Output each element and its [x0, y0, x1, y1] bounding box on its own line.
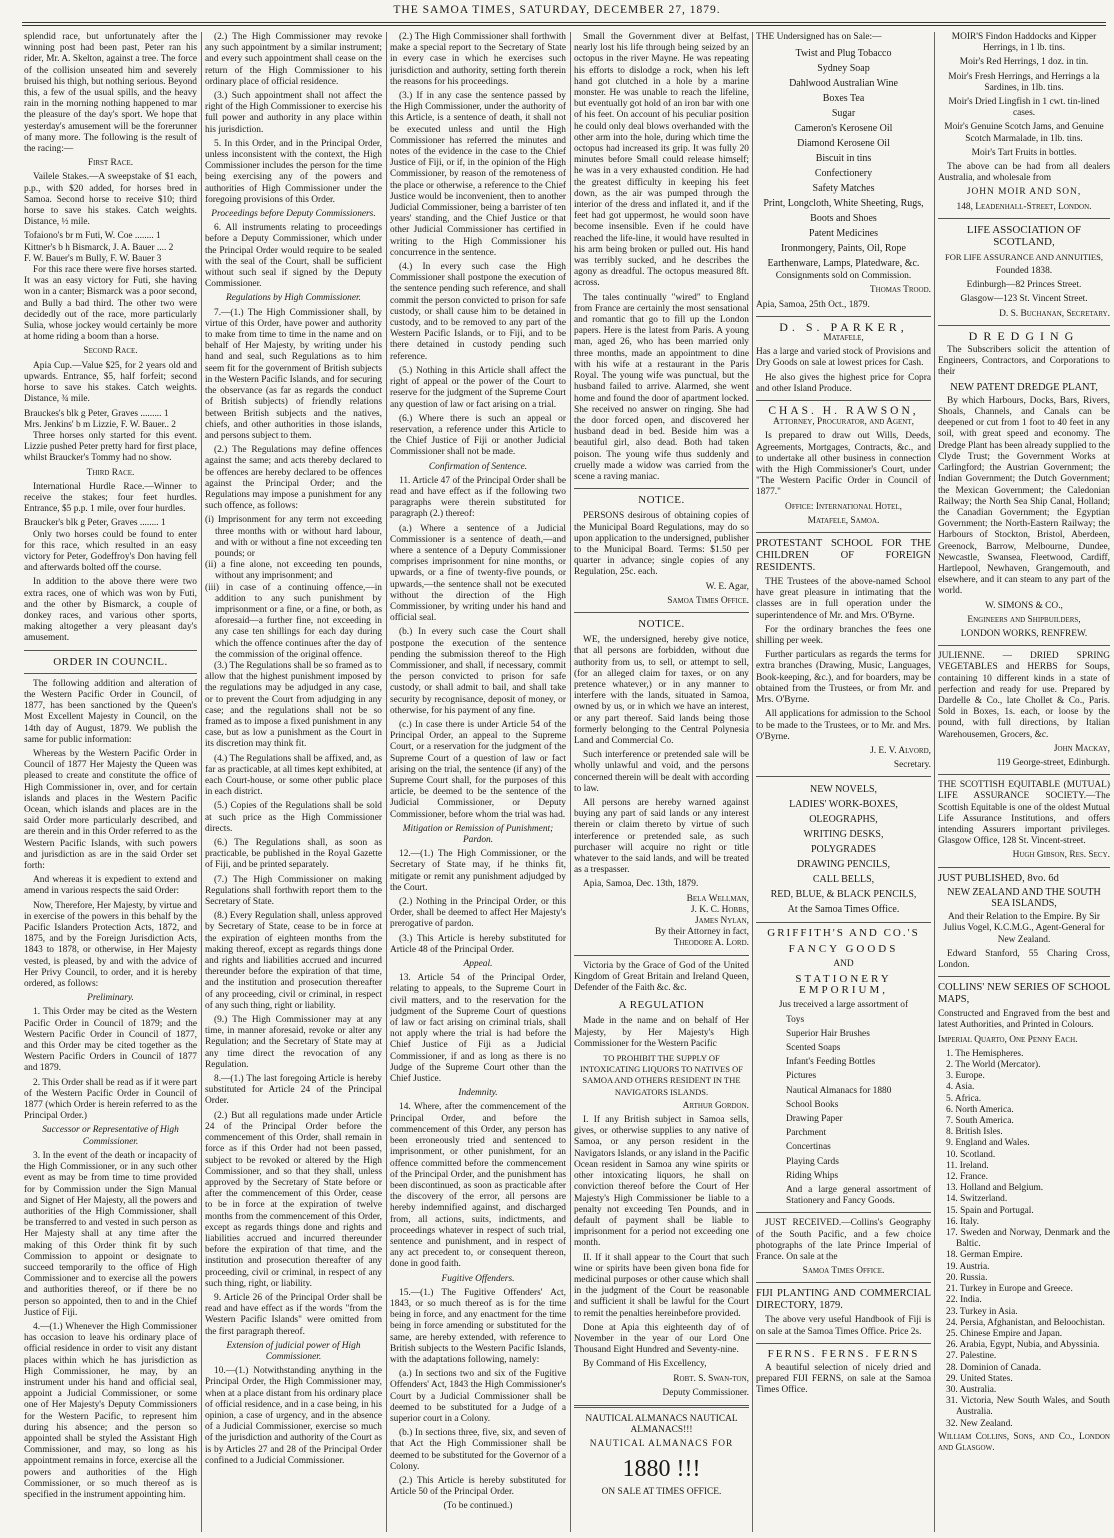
- novelty-item: RED, BLUE, & BLACK PENCILS,: [770, 889, 917, 901]
- trood-item: Biscuit in tins: [815, 153, 872, 165]
- paragraph: A beautiful selection of nicely dried and prepared FIJI FERNS, on sale at the Samoa Times Office.: [756, 1363, 931, 1396]
- trood-item: Earthenware, Lamps, Platedware, &c.: [767, 258, 920, 270]
- paragraph: International Hurdle Race.—Winner to receive the stakes; four feet hurdles. Entrance, $5 p.p. 1 mile, over four hurdles.: [24, 481, 197, 515]
- separator: [756, 1212, 931, 1213]
- ad-heading: FIJI PLANTING AND COMMERCIAL DIRECTORY, 1879.: [756, 1288, 931, 1312]
- race-result: Braucker's blk g Peter, Graves ........ 1: [24, 518, 166, 529]
- paragraph: THE SCOTTISH EQUITABLE (MUTUAL) LIFE ASSURANCE SOCIETY.—The Scottish Equitable is one of the oldest Mutual Life Assurance Institutions, and offers intending Assurers important privileges. Glasgow Office, 128 St. Vincent-street.: [938, 780, 1110, 847]
- paragraph: (6.) The Regulations shall, as soon as practicable, be published in the Royal Gazette of Fiji, and be printed separately.: [205, 838, 382, 871]
- paragraph: 10.—(1.) Notwithstanding anything in the Principal Order, the High Commissioner may, when at a place distant from his ordinary place of official residence, and in a case being, in his opinion, a case of urgency, and in the absence of a Judicial Commissioner, exercise so much of the jurisdiction and authority of the Court as is by Articles 27 and 28 of the Principal Order confined to a Judicial Commissioner.: [205, 1366, 382, 1466]
- paragraph: JUST RECEIVED.—Collins's Geography of the South Pacific, and a few choice photographs of the late Prince Imperial of France. On sale at the: [756, 1218, 931, 1262]
- subheading: Regulations by High Commissioner.: [226, 293, 361, 304]
- race-result: F. W. Bauer's m Bully, F. W. Bauer 3: [24, 253, 162, 264]
- paragraph: 1. This Order may be cited as the Western Pacific Order in Council of 1879; and the Western Pacific Order in Council of 1877, and this Order may be cited together as the Western Pacific Orders in Council of 1877 and 1879.: [24, 1007, 197, 1074]
- map-item: 23. Turkey in Asia.: [946, 1306, 1018, 1317]
- trood-item: Twist and Plug Tobacco: [795, 48, 892, 60]
- paragraph: Whereas by the Western Pacific Order in Council of 1877 Her Majesty the Queen was pleased to create and constitute the office of High Commissioner in, over, and for certain islands and places in the Western Pacific Ocean, which islands and places are in the said Order more particularly described, and are therein and in this Order referred to as the Western Pacific Islands, with such powers and jurisdiction as are in the said Order set forth:: [24, 748, 197, 872]
- paragraph: (3.) If in any case the sentence passed by the High Commissioner, under the authority of this Article, is a sentence of death, it shall not be executed unless and until the High Commissioner has referred the minutes and notes of the evidence in the case to the Chief Justice of Fiji, or if, in the opinion of the High Commissioner, by reason of the remoteness of the place or otherwise, a reference to the Chief Justice would be inconvenient, then to another Judicial Commissioner, being a barrister of ten years' standing, and the Chief Justice or that other Judicial Commissioner has certified in writing to the High Commissioner his concurrence in the sentence.: [390, 91, 566, 258]
- ad-heading: COLLINS' NEW SERIES OF SCHOOL MAPS,: [938, 982, 1110, 1006]
- signature: Secretary.: [893, 760, 931, 771]
- column-4: [574, 32, 749, 1532]
- trood-item: Sugar: [831, 108, 856, 120]
- paragraph: THE Trustees of the above-named School have great pleasure in intimating that the classes are in full operation under the superintendence of Mr. and Mrs. O'Byrne.: [756, 577, 931, 621]
- paragraph: (2.) The Regulations may define offences against the same; and acts thereby declared to be offences are hereby declared to be offences against the Principal Order; and the Regulations may impose a punishment for any such offence, as follows:: [205, 445, 382, 512]
- signature: Hugh Gibson, Res. Secy.: [1012, 850, 1110, 861]
- separator: [756, 776, 931, 777]
- paragraph: 2. This Order shall be read as if it were part of the Western Pacific Order in Council of 1877 (which Order is herein referred to as the Principal Order.): [24, 1077, 197, 1122]
- subheading: Second Race.: [83, 346, 138, 357]
- column-divider: [201, 32, 202, 1532]
- paragraph: (2.) But all regulations made under Article 24 of the Principal Order before the commencement of this Order, shall remain in force as if this Order had not been passed, subject to be revoked or altered by the High Commissioner, and so that they shall, unless approved by the Secretary of State before or after the commencement of this Order, cease to be in force at the expiration of twelve months from the commencement of this Order, except as regards things done and rights and liabilities accrued and incurred thereunder before the expiration of that time, and the institution and prosecution thereafter of any proceeding, civil or criminal, in respect of any such thing, right, or liability.: [205, 1110, 382, 1289]
- paragraph: (4.) In every such case the High Commissioner shall postpone the execution of the sentence pending such reference, and shall commit the person convicted to prison for safe custody, or shall cause him to be detained in custody, and to be removed to any part of the Western Pacific Islands, or to Fiji, and to be there detained in custody pending such reference.: [390, 262, 566, 362]
- ad-heading: STATIONERY EMPORIUM,: [795, 972, 892, 997]
- paragraph: (9.) The High Commissioner may at any time, in manner aforesaid, revoke or alter any Regulation; and the Secretary of State may at any time direct the revocation of any Regulation.: [205, 1015, 382, 1070]
- paragraph: By which Harbours, Docks, Bars, Rivers, Shoals, Channels, and Canals can be deepened or cut from 1 foot to 40 feet in any soil, with great speed and economy. The Dredge Plant has been already supplied to the Clyde Trust; the Government Works at Carlingford; the Austrian Government; the Indian Government; the Dutch Government; the Mexican Government; the Caledonian Railway; the North Sea Ship Canal, Holland; the Canadian Government; the Egyptian Government; the North-Eastern Railway; the Harbours of Stockton, Bristol, Aberdeen, Greenock, Barrow, Melbourne, Dundee, Newcastle, Swansea, Fleetwood, Cardiff, Hartlepool, Newhaven, Grangemouth, and elsewhere, and it can steam to any part of the world.: [938, 395, 1110, 597]
- griffith-item: School Books: [786, 1099, 839, 1110]
- novelty-item: DRAWING PENCILS,: [796, 859, 891, 871]
- subheading: Mitigation or Remission of Punishment; Pardon.: [402, 823, 554, 846]
- ad-line: Moir's Tart Fruits in bottles.: [971, 147, 1077, 158]
- paragraph: TO PROHIBIT THE SUPPLY OF INTOXICATING LIQUORS TO NATIVES OF SAMOA AND OTHERS RESIDENT IN THE NAVIGATORS ISLANDS.: [580, 1053, 743, 1097]
- paragraph: PERSONS desirous of obtaining copies of the Municipal Board Regulations, may do so upon application to the undersigned, publisher to the Municipal Board. Terms: $1.50 per quarter in advance; single copies of any Regulation, 25c. each.: [574, 511, 749, 578]
- map-item: 11. Ireland.: [946, 1160, 989, 1171]
- regulation-heading: A REGULATION: [618, 999, 705, 1012]
- paragraph: 15.—(1.) The Fugitive Offenders' Act, 1843, or so much thereof as is for the time being in force, and any enactment for the time being in force amending or substituted for the same, are hereby extended, with reference to British subjects to the Western Pacific Islands, with the adaptations following, namely:: [390, 1287, 566, 1365]
- paragraph: 4.—(1.) Whenever the High Commissioner has occasion to leave his ordinary place of official residence in order to visit any distant places within which he has jurisdiction as High Commissioner, he may, by an instrument under his hand and official seal, appoint a Judicial Commissioner, or some one of Her Majesty's Deputy Commissioners for the Western Pacific, to represent him during his absence; and the person so appointed shall be styled the Assistant High Commissioner, and may, so long as his appointment remains in force, exercise all the powers and authorities of the High Commissioner, or so much thereof as is specified in the instrument appointing him.: [24, 1321, 197, 1500]
- ad-line: AND: [833, 958, 854, 969]
- paragraph: (c.) In case there is under Article 54 of the Principal Order, an appeal to the Supreme Court, or a reservation for the judgment of the Supreme Court of a question of law or fact arising on the trial, the sentence (if any) of the Supreme Court shall, for the purposes of this article, be deemed to be the sentence of the Judicial Commissioner, or Deputy Commissioner, before whom the trial was had.: [390, 719, 566, 820]
- ad-line: Consignments sold on Commission.: [775, 271, 912, 282]
- paragraph: (2.) Nothing in the Principal Order, or this Order, shall be deemed to affect Her Majesty's prerogative of pardon.: [390, 897, 566, 930]
- ad-line: NAUTICAL ALMANACS FOR: [589, 1439, 734, 1450]
- novelty-item: NEW NOVELS,: [809, 784, 878, 796]
- signature: Samoa Times Office.: [667, 595, 749, 606]
- griffith-items: [756, 1015, 931, 1208]
- ad-line: Office: International Hotel,: [785, 501, 902, 512]
- map-item: 4. Asia.: [946, 1082, 975, 1093]
- signature: J. K. C. Hobbs,: [690, 904, 749, 915]
- paragraph: Three horses only started for this event. Lizzie pushed Peter pretty hard for first place, whilst Braucker's Tommy had no show.: [24, 430, 197, 464]
- separator: [938, 774, 1110, 775]
- column-6: [938, 32, 1110, 1532]
- ad-heading: GRIFFITH'S AND CO.'S: [767, 927, 920, 940]
- paragraph: For the ordinary branches the fees one shilling per week.: [756, 624, 931, 647]
- trood-item: Confectionery: [814, 168, 873, 180]
- map-item: 29. United States.: [946, 1373, 1013, 1384]
- trood-item: Ironmongery, Paints, Oil, Rope: [781, 243, 906, 255]
- race-result: Brauckes's blk g Peter, Graves ......... 1: [24, 408, 169, 419]
- separator: [756, 532, 931, 533]
- ad-heading: CHAS. H. RAWSON,: [768, 405, 919, 418]
- griffith-item: Drawing Paper: [786, 1113, 843, 1124]
- paragraph: 3. In the event of the death or incapacity of the High Commissioner, or in any such other event as may be from time to time provided for by Commission under the Sign Manual and Signet of Her Majesty, all the powers and authorities of the High Commissioner, shall be transferred to and vested in such person as Her Majesty shall at any time after the making of this Order think fit by such Commission to appoint or designate to succeed temporarily to the office of High Commissioner and to exercise all the powers and authorities thereof, or if there be no person so appointed, then to and in the Chief Justice of Fiji.: [24, 1150, 197, 1318]
- column-divider: [752, 32, 753, 1532]
- race-result: Tofaiono's br m Futi, W. Coe ........ 1: [24, 231, 161, 242]
- paragraph: Apia, Samoa, Dec. 13th, 1879.: [583, 879, 699, 890]
- separator: [24, 673, 197, 674]
- map-item: 13. Holland and Belgium.: [946, 1183, 1044, 1194]
- griffith-item: Playing Cards: [786, 1156, 839, 1167]
- section-heading: ORDER IN COUNCIL.: [53, 655, 168, 668]
- ad-line: Apia, Samoa, 25th Oct., 1879.: [756, 299, 870, 310]
- subheading: First Race.: [87, 158, 134, 169]
- ad-line: Jus treceived a large assortment of: [778, 1000, 909, 1011]
- separator: [756, 1282, 931, 1283]
- paragraph: (7.) The High Commissioner on making Regulations shall forthwith report them to the Secretary of State.: [205, 874, 382, 908]
- trood-item: Boxes Tea: [822, 93, 865, 105]
- map-item: 30. Australia.: [946, 1384, 997, 1395]
- signature: By their Attorney in fact,: [655, 927, 749, 938]
- column-divider: [570, 32, 571, 1532]
- paragraph: 6. All instruments relating to proceedings before a Deputy Commissioner, which under the Principal Order would require to be sealed with the seal of the Court, shall be sufficient without such seal if signed by the Deputy Commissioner.: [205, 223, 382, 290]
- column-5: [756, 32, 931, 1532]
- map-item: 1. The Hemispheres.: [946, 1048, 1024, 1059]
- novelty-item: WRITING DESKS,: [803, 829, 884, 841]
- ad-line: FOR LIFE ASSURANCE AND ANNUITIES,: [945, 251, 1103, 262]
- ad-line: Samoa Times Office.: [802, 1266, 885, 1277]
- griffith-item: Toys: [786, 1014, 805, 1025]
- race-result: Kittner's b h Bismarck, J. A. Bauer .... 2: [24, 242, 174, 253]
- griffith-item: Pictures: [786, 1071, 817, 1082]
- paragraph: Done at Apia this eighteenth day of of November in the year of our Lord One Thousand Eight Hundred and Seventy-nine.: [574, 1322, 749, 1356]
- signature: Thomas Trood.: [869, 285, 931, 296]
- map-item: 31. Victoria, New South Wales, and South Australia.: [946, 1396, 1110, 1418]
- paragraph: 7.—(1.) The High Commissioner shall, by virtue of this Order, have power and authority to make from time to time in the name and on behalf of Her Majesty, by writing under his hand and seal, such Regulations as to him seem fit for the government of British subjects in the Western Pacific Islands, and for securing the observance (as far as regards the conduct of British subjects) of friendly relations between British subjects and the natives, chiefs, and other authorities in those islands, and persons subject to them.: [205, 307, 382, 441]
- map-item: 28. Dominion of Canada.: [946, 1362, 1042, 1373]
- paragraph: (8.) Every Regulation shall, unless approved by Secretary of State, cease to be in force at the expiration of eighteen months from the making thereof, except as regards things done and rights and liabilities accrued and incurred thereunder before the expiration of that time, and the institution and prosecution thereafter of any proceeding, civil or criminal, in respect of any such thing, right or liability.: [205, 911, 382, 1011]
- trood-item: Safety Matches: [812, 183, 875, 195]
- novelty-item: At the Samoa Times Office.: [787, 904, 900, 916]
- signature: W. E. Agar,: [705, 581, 749, 592]
- trood-item: Sydney Soap: [817, 63, 870, 75]
- paragraph: (b.) In every such case the Court shall postpone the execution of the sentence pending the submission thereof to the High Commissioner, and shall, if necessary, commit the person convicted to prison for safe custody, or shall admit to bail, and shall take security by recognisance, deposit of money, or otherwise, for his payment of any fine.: [390, 627, 566, 716]
- masthead: THE SAMOA TIMES, SATURDAY, DECEMBER 27, 1879.: [393, 4, 721, 16]
- continued-note: (To be continued.): [443, 1501, 513, 1512]
- ad-heading: JUST PUBLISHED, 8vo. 6d: [938, 872, 1059, 884]
- paragraph: The following addition and alteration of the Western Pacific Order in Council, of 1877, has been sanctioned by the Queen's Most Excellent Majesty in Council, on the 14th day of August, 1879. We publish the same for public information:: [24, 678, 197, 745]
- signature: Robt. S. Swan-ton,: [673, 1373, 749, 1384]
- paragraph: 14. Where, after the commencement of the Principal Order, and before the commencement of this Order, any person has been erroneously tried and sentenced to imprisonment, or other punishment, for an offence committed before the commencement of the Principal Order, and the punishment has been discontinued, as soon as practicable after the discovery of the error, all persons are hereby indemnified against, and discharged from, all actions, suits, indictments, and proceedings whatever in respect of such trial, sentence and punishment, and in respect of any act precedent to, or consequent thereon, done in good faith.: [390, 1102, 566, 1270]
- subheading: Proceedings before Deputy Commissioners.: [211, 209, 376, 220]
- separator: [574, 1405, 749, 1408]
- separator: [574, 955, 749, 956]
- ad-line: Imperial Quarto, One Penny Each.: [938, 1034, 1078, 1045]
- separator: [756, 316, 931, 317]
- separator: [756, 1343, 931, 1344]
- signature: John Mackay,: [1053, 743, 1110, 754]
- map-item: 16. Italy.: [946, 1216, 979, 1227]
- separator: [756, 400, 931, 401]
- signature: Arthur Gordon.: [682, 1100, 749, 1111]
- ad-line: Attorney, Procurator, and Agent,: [773, 417, 914, 428]
- subheading: Confirmation of Sentence.: [428, 461, 528, 472]
- map-item: 2. The World (Mercator).: [946, 1060, 1041, 1071]
- paragraph: Is prepared to draw out Wills, Deeds, Agreements, Mortgages, Contracts, &c., and to undertake all other business in connection with the High Commissioner's Court, under "The Western Pacific Order in Council of 1877.": [756, 431, 931, 498]
- paragraph: 8.—(1.) The last foregoing Article is hereby substituted for Article 24 of the Principal Order.: [205, 1074, 382, 1107]
- paragraph: 13. Article 54 of the Principal Order, relating to appeals, to the Supreme Court in civil matters, and to the reservation for the judgment of the Supreme Court of questions of law or fact arising on criminal trials, shall not apply where the trial is had before the Chief Justice of Fiji as a Judicial Commissioner, if and as long as there is no Judge of the Supreme Court other than the Chief Justice.: [390, 973, 566, 1085]
- ad-line: 148, Leadenhall-Street, London.: [956, 201, 1092, 212]
- map-item: 7. South America.: [946, 1116, 1014, 1127]
- map-item: 21. Turkey in Europe and Greece.: [946, 1284, 1073, 1295]
- paragraph: II. If it shall appear to the Court that such wine or spirits have been given bona fide for medicinal purposes or other cause which shall in the judgment of the Court be reasonable and sufficient it shall be lawful for the Court to remit the penalties hereinbefore provided.: [574, 1252, 749, 1319]
- paragraph: WE, the undersigned, hereby give notice, that all persons are forbidden, without due authority from us, to sell, or attempt to sell, (for an alleged claim for taxes, or on any pretence whatever,) or in any manner to interfere with the lands, situated in Samoa, owned by us, or in which we have an interest, or any part thereof. Said lands being those formerly belonging to the Central Polynesia Land and Commercial Co.: [574, 635, 749, 746]
- separator: [938, 218, 1110, 219]
- novels-list: [756, 782, 931, 917]
- ad-line: Moir's Red Herrings, 1 doz. in tin.: [959, 57, 1089, 68]
- paragraph: (3.) Such appointment shall not affect the right of the High Commissioner to exercise his full power and authority in any place within his jurisdiction.: [205, 91, 382, 135]
- trood-item: Diamond Kerosene Oil: [797, 138, 890, 150]
- ad-heading: JOHN MOIR AND SON,: [966, 187, 1082, 198]
- paragraph: 9. Article 26 of the Principal Order shall be read and have effect as if the words "from the Western Pacific Islands" were omitted from the first paragraph thereof.: [205, 1292, 382, 1337]
- map-item: 20. Russia.: [946, 1272, 988, 1283]
- trood-item: Patent Medicines: [808, 228, 879, 240]
- paragraph: 12.—(1.) The High Commissioner, or the Secretary of State may, if he thinks fit, mitigate or remit any punishment adjudged by the Court.: [390, 849, 566, 893]
- separator: [24, 650, 197, 651]
- list-item: (iii) in case of a continuing offence,—in addition to any such punishment by imprisonment or a fine, or a fine, or both, as aforesaid—a further fine, not exceeding in any case ten shillings for each day during which the offence continues after the day of the commission of the original offence.: [205, 582, 382, 660]
- ad-heading: LIFE ASSOCIATION OF SCOTLAND,: [966, 223, 1082, 249]
- maps-list: [938, 1049, 1110, 1430]
- subheading: Successor or Representative of High Commissioner.: [42, 1125, 179, 1147]
- ad-line: Edinburgh—82 Princes Street.: [966, 280, 1082, 291]
- paragraph: (5.) Copies of the Regulations shall be sold at such price as the High Commissioner directs.: [205, 801, 382, 834]
- paragraph: The Subscribers solicit the attention of Engineers, Contractors, and Corporations to their: [938, 345, 1110, 378]
- ad-heading: PROTESTANT SCHOOL FOR THE CHILDREN OF FOREIGN RESIDENTS.: [756, 538, 931, 574]
- paragraph: All persons are hereby warned against buying any part of said lands or any interest therein or claim thereto by virtue of such interference or pretended sale, as such purchaser will acquire no right or title whatever to the said lands, and will be treated as a trespasser.: [574, 798, 749, 876]
- signature: D. S. Buchanan, Secretary.: [999, 308, 1110, 319]
- subheading: Preliminary.: [87, 993, 134, 1004]
- signature: Bela Wellman,: [686, 893, 749, 904]
- griffith-item: Superior Hair Brushes: [786, 1028, 870, 1039]
- griffith-item: Riding Whips: [786, 1170, 839, 1181]
- signature: Deputy Commissioner.: [662, 1387, 749, 1398]
- map-item: 27. Palestine.: [946, 1351, 997, 1362]
- map-item: 32. New Zealand.: [946, 1418, 1013, 1429]
- map-item: 25. Chinese Empire and Japan.: [946, 1328, 1063, 1339]
- list-item: (i) Imprisonment for any term not exceeding three months with or without hard labour, and with or without a fine not exceeding ten pounds; or: [205, 515, 382, 559]
- paragraph: (2.) The High Commissioner shall forthwith make a special report to the Secretary of State in every case in which he exercises such jurisdiction and authority, setting forth therein the reasons for his proceedings.: [390, 32, 566, 87]
- map-item: 10. Scotland.: [946, 1149, 996, 1160]
- subheading: Third Race.: [86, 467, 135, 478]
- trood-items: [756, 46, 931, 271]
- map-item: 5. Africa.: [946, 1093, 982, 1104]
- paragraph: For this race there were five horses started. It was an easy victory for Futi, she having won in a canter; Bismarck was a poor second, and Bully a bad third. The other two were decidedly out of the race, more particularly Sulia, whose jockey would certainly be more at home riding a boom than a horse.: [24, 265, 197, 343]
- map-item: 24. Persia, Afghanistan, and Beloochistan.: [946, 1317, 1105, 1328]
- paragraph: By Command of His Excellency,: [583, 1359, 707, 1370]
- subheading: Indemnity.: [458, 1088, 498, 1099]
- paragraph: (5.) Nothing in this Article shall affect the right of appeal or the power of the Court to reserve for the judgment of the Supreme Court any question of law or fact arising on a trial.: [390, 365, 566, 410]
- trood-item: Print, Longcloth, White Sheeting, Rugs, Boots and Shoes: [763, 198, 924, 225]
- paragraph: Such interference or pretended sale will be wholly unlawful and void, and the persons concerned therein will be dealt with according to law.: [574, 750, 749, 794]
- paragraph: Now, Therefore, Her Majesty, by virtue and in exercise of the powers in this behalf by the Pacific Islanders Protection Acts, 1872, and 1875, and by the Foreign Jurisdiction Acts, 1843 to 1878, or otherwise, in Her Majesty vested, is pleased, by and with the advice of Her Privy Council, to order, and it is hereby ordered, as follows:: [24, 900, 197, 990]
- subheading: Fugitive Offenders.: [441, 1273, 515, 1284]
- paragraph: (a.) Where a sentence of a Judicial Commissioner is a sentence of death,—and where a sentence of a Deputy Commissioner comprises imprisonment for nine months, or upwards, or a fine of twenty-five pounds, or upwards,—the sentence shall not be executed without the direction of the High Commissioner, by writing under his hand and official seal.: [390, 523, 566, 624]
- paragraph: Vailele Stakes.—A sweepstake of $1 each, p.p., with $20 added, for horses bred in Samoa. Second horse to receive $10; third horse to save his stakes. Catch weights. Distance, ½ mile.: [24, 172, 197, 228]
- separator: [938, 325, 1110, 326]
- paragraph: And their Relation to the Empire. By Sir Julius Vogel, K.C.M.G., Agent-General for New Zealand.: [943, 912, 1105, 945]
- subheading: Appeal.: [463, 959, 493, 970]
- paragraph: The tales continually "wired" to England from France are certainly the most sensational and romantic that go to fill up the London papers. Here is the latest from Paris. A young man, aged 26, who has been married only three months, made an appointment to dine with his wife at a restaurant in the Paris Royal. The young wife was punctual, but the husband failed to arrive. Alarmed, she went home and found the door of apartment locked. She received no answer on ringing. She had the door forced open, and discovered her husband dead in bed. Beside him was a beautiful girl, also dead. Both had taken poison. The young wife thus suddenly and cruelly made a widow was carried from the scene a raving maniac.: [574, 292, 749, 482]
- paragraph: (3.) The Regulations shall be so framed as to allow that the highest punishment imposed by the regulations may be adjudged in any case, or to prevent the Court from adjudging in any case; and the regulations shall not be so framed as to impose a fixed punishment in any case, but as low a punishment as the Court in its discretion may think fit.: [205, 660, 382, 750]
- separator: [938, 645, 1110, 646]
- novelty-item: LADIES' WORK-BOXES,: [789, 799, 898, 811]
- signature: Edward Stanford, 55 Charing Cross, London.: [938, 948, 1110, 971]
- paragraph: (2.) The High Commissioner may revoke any such appointment by a similar instrument; and every such appointment shall cease on the return of the High Commissioner to his ordinary place of official residence.: [205, 32, 382, 87]
- paragraph: Constructed and Engraved from the best and latest Authorities, and Printed in Colours.: [938, 1009, 1110, 1031]
- paragraph: (3.) This Article is hereby substituted for Article 48 of the Principal Order.: [390, 933, 566, 955]
- column-3: [390, 32, 566, 1532]
- paragraph: He also gives the highest price for Copra and other Island Produce.: [756, 372, 931, 394]
- ad-line: Matafele,: [823, 333, 864, 344]
- paragraph: (6.) Where there is such an appeal or reservation, a reference under this Article to the Chief Justice of Fiji or another Judicial Commissioner shall not be made.: [390, 413, 566, 458]
- ad-heading: DREDGING: [968, 328, 1080, 343]
- map-item: 26. Arabia, Egypt, Nubia, and Abyssinia.: [946, 1340, 1100, 1351]
- griffith-item: Nautical Almanacs for 1880: [786, 1085, 892, 1096]
- paragraph: 11. Article 47 of the Principal Order shall be read and have effect as if the following two paragraphs were therein substituted for paragraph (2.) thereof:: [390, 475, 566, 520]
- masthead-rule: [22, 22, 1106, 26]
- map-item: 15. Spain and Portugal.: [946, 1205, 1034, 1216]
- map-item: 22. India.: [946, 1295, 982, 1306]
- map-item: 18. German Empire.: [946, 1250, 1023, 1261]
- map-item: 6. North America.: [946, 1104, 1014, 1115]
- map-item: 9. England and Wales.: [946, 1138, 1030, 1149]
- paragraph: (a.) In sections two and six of the Fugitive Offenders' Act, 1843 the High Commissioner's Court by a Judicial Commissioner shall be deemed to be substituted for a Judge of a superior court in a Colony.: [390, 1369, 566, 1424]
- griffith-item: And a large general assortment of Stationery and Fancy Goods.: [786, 1184, 931, 1207]
- map-item: 17. Sweden and Norway, Denmark and the Baltic.: [946, 1228, 1110, 1250]
- ad-heading: NEW PATENT DREDGE PLANT,: [950, 381, 1098, 393]
- griffith-item: Parchment: [786, 1128, 827, 1139]
- paragraph: Further particulars as regards the terms for extra branches (Drawing, Music, Languages, Book-keeping, &c.), and for boarders, may be obtained from the Trustees, or from Mr. and Mrs. O'Byrne.: [756, 650, 931, 706]
- paragraph: Has a large and varied stock of Provisions and Dry Goods on sale at lowest prices for Cash.: [756, 347, 931, 369]
- ad-heading: FERNS. FERNS. FERNS: [767, 1347, 920, 1360]
- signature: Theodore A. Lord.: [673, 938, 749, 949]
- paragraph: I. If any British subject in Samoa sells, gives, or otherwise supplies to any native of Samoa, or any person resident in the Navigators Islands, or any island in the Pacific Ocean resident in Samoa any wine spirits or other intoxicating liquors, he shall on conviction thereof before the Court of Her Majesty's High Commissioner be liable to a penalty not exceeding Ten Pounds, and in default of payment shall be liable to imprisonment for a period not exceeding one month.: [574, 1115, 749, 1249]
- ad-line: MOIR'S Findon Haddocks and Kipper Herrings, in 1 lb. tins.: [951, 32, 1097, 54]
- map-item: 14. Switzerland.: [946, 1194, 1008, 1205]
- ad-heading: D. S. PARKER,: [779, 319, 908, 334]
- griffith-item: Infant's Feeding Bottles: [786, 1057, 876, 1068]
- paragraph: 5. In this Order, and in the Principal Order, unless inconsistent with the context, the High Commissioner includes the person for the time being exercising any of the powers and authorities of High Commissioner under the foregoing provisions of this Order.: [205, 138, 382, 205]
- ad-line: Founded 1838.: [995, 266, 1053, 277]
- paragraph: Made in the name and on behalf of Her Majesty, by Her Majesty's High Commissioner for the Western Pacific: [574, 1016, 749, 1049]
- paragraph: In addition to the above there were two extra races, one of which was won by Futi, and the other by Bismarck, a couple of donkey races, and various other sports, making altogether a very pleasant day's amusement.: [24, 577, 197, 644]
- paragraph: JULIENNE. — DRIED SPRING VEGETABLES and HERBS for Soups, containing 10 different kinds in a state of perfection and ready for use. Prepared by Dardelle & Co., late Chollet & Co., Paris. Sold in Boxes, 1s. each, or loose by the pound, with full directions, by Italian Warehousemen, Grocers, &c.: [938, 651, 1110, 740]
- ad-heading: NAUTICAL ALMANACS NAUTICAL ALMANACS!!!: [585, 1413, 738, 1436]
- paragraph: And whereas it is expedient to extend and amend in various respects the said Order:: [24, 875, 197, 897]
- novelty-item: POLYGRADES: [810, 844, 877, 856]
- paragraph: Apia Cup.—Value $25, for 2 years old and upwards. Entrance, $5, half forfeit; second horse to save his stakes. Catch weights. Distance, ¾ mile.: [24, 360, 197, 405]
- novelty-item: CALL BELLS,: [812, 874, 875, 886]
- ad-line: Moir's Dried Lingfish in 1 cwt. tin-lined cases.: [948, 97, 1100, 119]
- map-item: 12. France.: [946, 1172, 988, 1183]
- ad-heading: THE Undersigned has on Sale:—: [756, 32, 882, 42]
- separator: [756, 922, 931, 923]
- paragraph: All applications for admission to the School to be made to the Trustees, or to Mr. and Mrs. O'Byrne.: [756, 709, 931, 742]
- race-result: Mrs. Jenkins' b m Lizzie, F. W. Bauer.. 2: [24, 419, 176, 430]
- separator: [938, 976, 1110, 977]
- column-2: [205, 32, 382, 1532]
- ad-year: 1880 !!!: [622, 1455, 701, 1482]
- signature: 119 George-street, Edinburgh.: [996, 757, 1110, 768]
- paragraph: (b.) In sections three, five, six, and seven of that Act the High Commissioner shall be deemed to be substituted for the Governor of a Colony.: [390, 1428, 566, 1472]
- griffith-item: Concertinas: [786, 1142, 831, 1153]
- trood-item: Dahlwood Australian Wine: [789, 78, 898, 90]
- paragraph: splendid race, but unfortunately after the winning post had been past, Peter ran his rider, Mr. A. Skelton, against a tree. The force of the collision unseated him and severely bruised his thigh, but nothing serious. Beyond this, a few of the usual spills, and the heavy rain in the morning nothing happened to mar the pleasure of the day's sport. We hope that yesterday's amusement will be the forerunner of many more. The following is the result of the racing:—: [24, 32, 197, 155]
- paragraph: The above can be had from all dealers Australia, and wholesale from: [938, 162, 1110, 184]
- separator: [574, 488, 749, 489]
- trood-item: Cameron's Kerosene Oil: [794, 123, 893, 135]
- paragraph: The above very useful Handbook of Fiji is on sale at the Samoa Times Office. Price 2s.: [756, 1315, 931, 1337]
- map-item: 3. Europe.: [946, 1071, 985, 1082]
- paragraph: (2.) This Article is hereby substituted for Article 50 of the Principal Order.: [390, 1475, 566, 1498]
- map-item: 8. British Isles.: [946, 1127, 1003, 1138]
- signature: William Collins, Sons, and Co., London and Glasgow.: [938, 1431, 1110, 1453]
- paragraph: Victoria by the Grace of God of the United Kingdom of Great Britain and Ireland Queen, Defender of the Faith &c. &c.: [574, 960, 749, 994]
- signature: LONDON WORKS, RENFREW.: [960, 628, 1088, 639]
- griffith-item: Scented Soaps: [786, 1042, 841, 1053]
- ad-line: Moir's Fresh Herrings, and Herrings a la Sardines, in 1lb. tins.: [948, 71, 1100, 93]
- ad-heading: FANCY GOODS: [788, 942, 899, 955]
- paragraph: (4.) The Regulations shall be affixed, and, as far as practicable, at all times kept exhibited, at each Court-house, or some other public place in each district.: [205, 753, 382, 798]
- list-item: (ii) a fine alone, not exceeding ten pounds, without any imprisonment; and: [205, 560, 382, 582]
- paragraph: Only two horses could be found to enter for this race, which resulted in an easy victory for Peter, Godeffroy's Don having fell and afterwards bolted off the course.: [24, 529, 197, 574]
- signature: J. E. V. Alvord,: [870, 745, 931, 756]
- column-divider: [934, 32, 935, 1532]
- notice-heading: NOTICE.: [638, 617, 685, 630]
- ad-line: ON SALE AT TIMES OFFICE.: [601, 1486, 722, 1497]
- column-1: [24, 32, 197, 1532]
- notice-heading: NOTICE.: [638, 494, 685, 507]
- subheading: Extension of judicial power of High Commissioner.: [226, 1340, 361, 1362]
- separator: [574, 612, 749, 613]
- ad-line: Moir's Genuine Scotch Jams, and Genuine Scotch Marmalade, in 1lb. tins.: [944, 122, 1104, 144]
- paragraph: Small the Government diver at Belfast, nearly lost his life through being seized by an octopus in the river Mayne. He was repeating his efforts to dislodge a rock, when his left hand got clutched in a hole by a marine monster. He was unable to reach the lifeline, but eventually got hold of an iron bar with one of his feet. On account of his peculiar position he could only deal blows overhanded with the other arm into the hole, during which time the octopus had increased its grip. It was fully 20 minutes before Small could release himself; he was in a very exhausted condition. He had the greatest difficulty in keeping his feet down, as the air was pumped through the interior of the dress and inflated it, and if the feet had got uppermost, he would soon have become insensible. Even if he could have reached the life-line, it would have resulted in his arm being broken or pulled out. His hand was terribly sucked, and he describes the agony as dreadful. The octopus measured 8ft. across.: [574, 32, 749, 289]
- separator: [938, 867, 1110, 868]
- signature: W. SIMONS & CO.,: [985, 600, 1063, 611]
- ad-line: Glasgow—123 St. Vincent Street.: [960, 294, 1088, 305]
- map-item: 19. Austria.: [946, 1261, 990, 1272]
- column-divider: [386, 32, 387, 1532]
- signature: James Nylan,: [695, 916, 749, 927]
- signature: Engineers and Shipbuilders,: [967, 614, 1081, 625]
- ad-line: Matafele, Samoa.: [807, 515, 880, 526]
- ad-heading: NEW ZEALAND AND THE SOUTH SEA ISLANDS,: [947, 886, 1101, 909]
- novelty-item: OLEOGRAPHS,: [809, 814, 878, 826]
